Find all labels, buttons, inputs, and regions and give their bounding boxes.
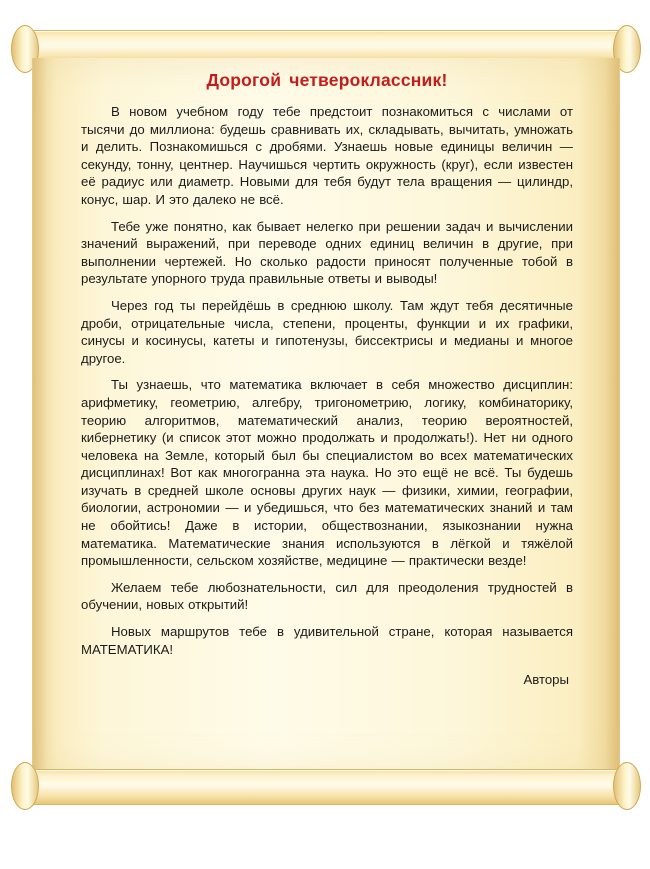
paragraph-2: Тебе уже понятно, как бывает нелегко при решении задач и вычислении значений выражений, при переводе одних единиц величин в другие, при выполнении чертежей. Но сколько радости приносят полученные тобой в результате упорного труда правильные ответы и выводы! bbox=[81, 218, 573, 287]
scroll-bottom-curl bbox=[22, 769, 630, 805]
scroll-parchment bbox=[22, 30, 628, 805]
scroll-bottom-right-roll bbox=[613, 762, 641, 810]
paragraph-3: Через год ты перейдёшь в среднюю школу. Там ждут тебя десятичные дроби, отрицательные числа, степени, проценты, функции и их графики, синусы и косинусы, катеты и гипотенузы, биссектрисы и медианы и многое другое. bbox=[81, 297, 573, 366]
signature: Авторы bbox=[523, 672, 569, 688]
paragraph-4: Ты узнаешь, что математика включает в себя множество дисциплин: арифметику, геометрию, алгебру, тригонометрию, логику, комбинаторику, теорию алгоритмов, математический анализ, теорию вероятностей, кибернетику (и список этот можно продолжать и продолжать!). Нет ни одного человека на Земле, который был бы специалистом во всех математических дисциплинах! Вот как многогранна эта наука. Но это ещё не всё. Ты будешь изучать в средней школе основы других наук — физики, химии, географии, биологии, астрономии — и убедишься, что без математических знаний и там не обойтись! Даже в истории, обществознании, языкознании нужна математика. Математические знания используются в лёгкой и тяжёлой промышленности, сельском хозяйстве, медицине — практически везде! bbox=[81, 377, 573, 569]
paragraph-6: Новых маршрутов тебе в удивительной стране, которая называется МАТЕМАТИКА! bbox=[81, 624, 573, 657]
scroll-bottom-left-roll bbox=[11, 762, 39, 810]
paragraph-1: В новом учебном году тебе предстоит познакомиться с числами от тысячи до миллиона: будешь сравнивать их, складывать, вычитать, умножать и делить. Познакомишься с дробями. Узнаешь новые единицы величин — секунду, тонну, центнер. Научишься чертить окружность (круг), если известен её радиус или диаметр. Новыми для тебя будут тела вращения — цилиндр, конус, шар. И это далеко не всё. bbox=[81, 104, 573, 207]
page-title: Дорогой четвероклассник! bbox=[206, 70, 448, 90]
scroll-sheet bbox=[32, 58, 620, 778]
paragraph-5: Желаем тебе любознательности, сил для преодоления трудностей в обучении, новых открытий! bbox=[81, 579, 573, 613]
letter-content bbox=[81, 70, 573, 687]
